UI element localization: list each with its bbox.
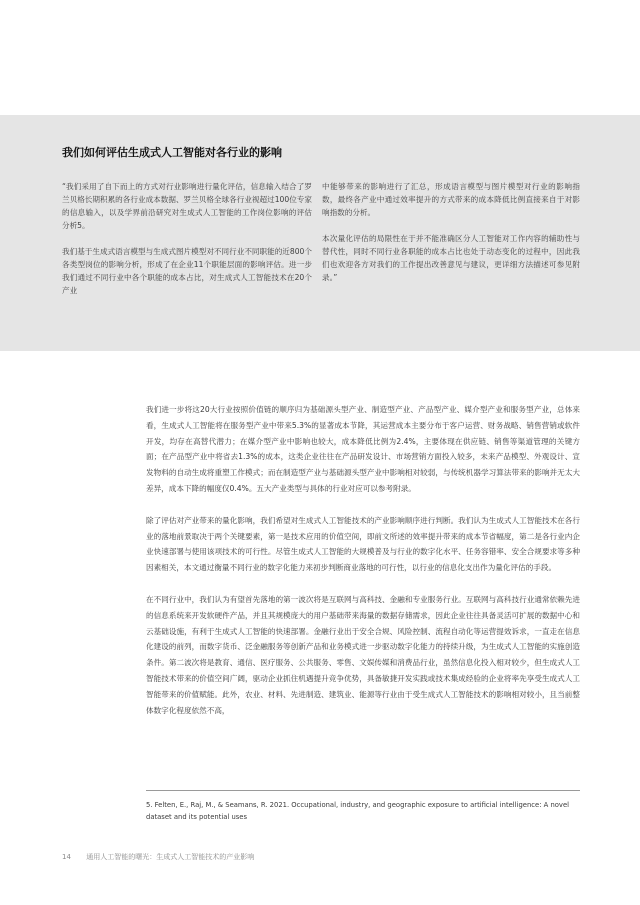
- box-paragraph: 中能够带来的影响进行了汇总，形成语言模型与图片模型对行业的影响指数，最终各产业中通过效率提升的方式带来的成本降低比例直接来自于对影响指数的分析。: [322, 182, 580, 217]
- footnote: 5. Felten, E., Raj, M., & Seamans, R. 2021. Occupational, industry, and geographic exposure to artificial intelligence: A novel dataset and its potential uses: [146, 801, 570, 821]
- box-paragraph: “我们采用了自下而上的方式对行业影响进行量化评估，信息输入结合了罗兰贝格长期积累的各行业成本数据、罗兰贝格全球各行业视超过100位专家的信息输入，以及学界前沿研究对生成式人工智能的工作岗位影响的评估分析5。: [62, 182, 312, 230]
- page-footer: [62, 852, 582, 862]
- page-number: 14: [62, 853, 71, 861]
- box-left-column: [62, 180, 312, 310]
- box-right-column: [322, 180, 580, 297]
- body-paragraph: 在不同行业中，我们认为有望首先落地的第一波次将是互联网与高科技、金融和专业服务行业。互联网与高科技行业通常依赖先进的信息系统来开发软硬件产品，并且其规模庞大的用户基础带来海量的数据存储需求，因此企业往往具备灵活可扩展的数据中心和云基础设施，有利于生成式人工智能的快速部署。金融行业出于安全合规、风险控制、流程自动化等运营提效诉求，一直走在信息化建设的前列，而数字货币、泛金融服务等创新产品和业务模式进一步驱动数字化能力的持续升级，为生成式人工智能的实施创造条件。第二波次将是教育、通信、医疗服务、公共服务、零售、文娱传媒和消费品行业，虽然信息化投入相对较少，但生成式人工智能技术带来的价值空间广阔，驱动企业抓住机遇提升竞争优势，具备敏捷开发实践或技术集成经验的企业将率先享受生成式人工智能带来的价值赋能。此外，农业、材料、先进制造、建筑业、能源等行业由于受生成式人工智能技术的影响相对较小，且当前整体数字化程度依然不高，: [146, 594, 580, 715]
- body-paragraph: 我们进一步将这20大行业按照价值链的顺序归为基础源头型产业、制造型产业、产品型产业、媒介型产业和服务型产业，总体来看，生成式人工智能将在服务型产业中带来5.3%的显著成本节降，其运营成本主要分布于客户运营、财务战略、销售营销或软件开发，均存在高替代潜力；在媒介型产业中影响也较大，成本降低比例为2.4%，主要体现在供应链、销售等渠道管理的关键方面；在产品型产业中将省去1.3%的成本，这类企业往往在产品研发设计、市场营销方面投入较多，未来产品模型、外观设计、宣发物料的自动生成将重塑工作模式；而在制造型产业与基础源头型产业中影响相对较弱，与传统机器学习算法带来的影响并无太大差异，成本下降的幅度仅0.4%。五大产业类型与具体的行业对应可以参考附录。: [146, 405, 580, 493]
- box-title: 我们如何评估生成式人工智能对各行业的影响: [62, 146, 282, 159]
- footnote-divider: [146, 790, 580, 791]
- publication-title: 通用人工智能的曙光：生成式人工智能技术的产业影响: [86, 853, 255, 861]
- body-text: [146, 402, 580, 734]
- body-paragraph: 除了评估对产业带来的量化影响，我们希望对生成式人工智能技术的产业影响顺序进行判断。我们认为生成式人工智能技术在各行业的落地前景取决于两个关键要素，第一是技术应用的价值空间，即前文所述的效率提升带来的成本节省幅度，第二是各行业内企业快速部署与使用该项技术的可行性。尽管生成式人工智能的大规模普及与行业的数字化水平、任务容错率、安全合规要求等多种因素相关，本文通过衡量不同行业的数字化能力来初步判断商业落地的可行性，以行业的信息化支出作为量化评估的手段。: [146, 515, 580, 573]
- box-paragraph: 本次量化评估的局限性在于并不能准确区分人工智能对工作内容的辅助性与替代性，同时不同行业各职能的成本占比也处于动态变化的过程中，因此我们也欢迎各方对我们的工作提出改善意见与建议，更详细方法描述可参见附录。”: [322, 234, 580, 282]
- box-paragraph: 我们基于生成式语言模型与生成式图片模型对不同行业不同职能的近800个各类型岗位的影响分析，形成了在企业11个职能层面的影响评估。进一步我们通过不同行业中各个职能的成本占比，对生成式人工智能技术在20个产业: [62, 247, 312, 295]
